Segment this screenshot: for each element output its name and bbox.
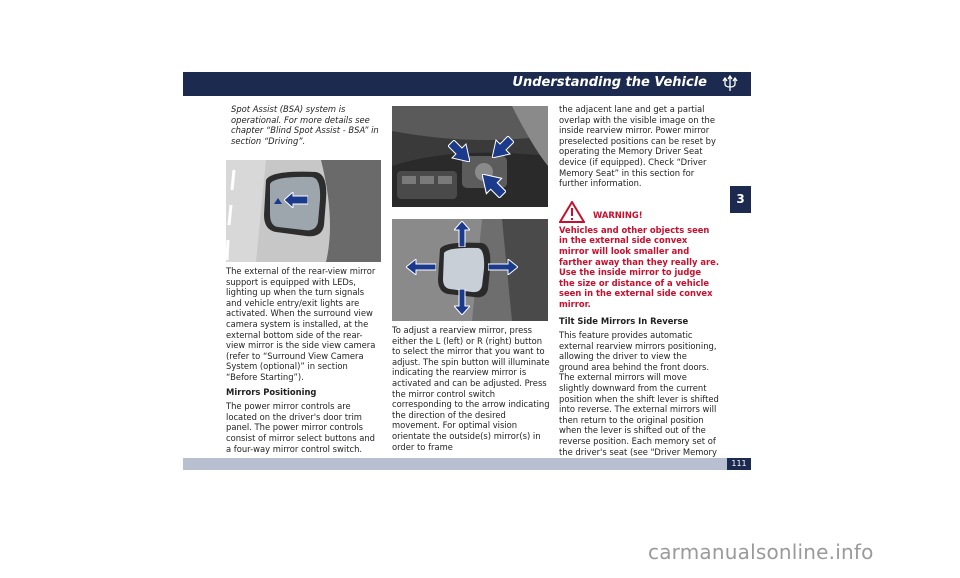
- col1-top-note-block: [231, 104, 381, 150]
- col3-heading: Tilt Side Mirrors In Reverse: [559, 315, 689, 326]
- arrow-down-icon: [454, 289, 470, 315]
- side-mirror-image: [226, 160, 381, 262]
- col3-text: [559, 104, 719, 461]
- warning-header: [559, 201, 719, 225]
- indicator-arrow-icon: [284, 192, 308, 208]
- warning-icon: [559, 201, 585, 223]
- col1-para2: The power mirror controls are located on the driver's door trim panel. The power mirror controls consist of mirror select buttons and a four-way mirror control switch.: [226, 401, 375, 454]
- arrow-down-right-icon: [448, 140, 470, 162]
- trident-logo-icon: [721, 75, 739, 93]
- col2-para1: To adjust a rearview mirror, press either the L (left) or R (right) button to select the mirror that you want to adjust. The spin button will illuminate indicating the rearview mirror is activated and can be adjusted. Press the mirror control switch corresponding to the arrow indicating the direction of the desired movement. For optimal vision orientate the outside(s) mirror(s) in order to frame: [392, 325, 550, 452]
- warning-title: WARNING!: [593, 209, 643, 220]
- col1-heading: Mirrors Positioning: [226, 386, 317, 397]
- warning-body: Vehicles and other objects seen in the external side convex mirror will look smaller and farther away than they really are. Use the inside mirror to judge the size or distance of a vehicle seen in the external side convex mirror.: [559, 224, 720, 309]
- col1-text: [226, 266, 381, 458]
- page-header: [183, 72, 751, 96]
- arrow-down-left-icon: [492, 136, 514, 158]
- mirror-adjust-image: [392, 219, 548, 321]
- col1-para1: The external of the rear-view mirror support is equipped with LEDs, lighting up when the turn signals and vehicle entry/exit lights are activated. When the surround view camera system is installed, at the external bottom side of the rear-view mirror is the side view camera (refer to “Surround View Camera System (optional)” in section “Before Starting”).: [226, 266, 376, 382]
- header-title: Understanding the Vehicle: [512, 75, 707, 90]
- col3-para1: the adjacent lane and get a partial overlap with the visible image on the inside rearview mirror. Power mirror preselected positions can be reset by operating the Memory Driver Seat device (if equipped). Check “Driver Memory Seat” in this section for further information.: [559, 104, 716, 189]
- arrow-left-icon: [406, 259, 436, 275]
- arrow-right-icon: [488, 259, 518, 275]
- door-trim-controls-image: [392, 106, 548, 207]
- col2-text: [392, 325, 550, 456]
- arrow-up-icon: [454, 221, 470, 247]
- arrow-up-left-icon: [482, 174, 506, 198]
- chapter-tab: 3: [730, 186, 751, 213]
- page-number: 111: [727, 458, 751, 470]
- watermark-text: carmanualsonline.info: [648, 540, 874, 564]
- page-footer-band: [183, 458, 751, 470]
- col1-top-note: Spot Assist (BSA) system is operational. For more details see chapter “Blind Spot Assist - BSA” in section “Driving”.: [231, 104, 379, 146]
- col3-para2: This feature provides automatic external rearview mirrors positioning, allowing the driver to view the ground area behind the front doors. The external mirrors will move slightly downward from the current position when the shift lever is shifted into reverse. The external mirrors will then return to the original position when the lever is shifted out of the reverse position. Each memory set of the driver's seat (see "Driver Memory: [559, 330, 719, 457]
